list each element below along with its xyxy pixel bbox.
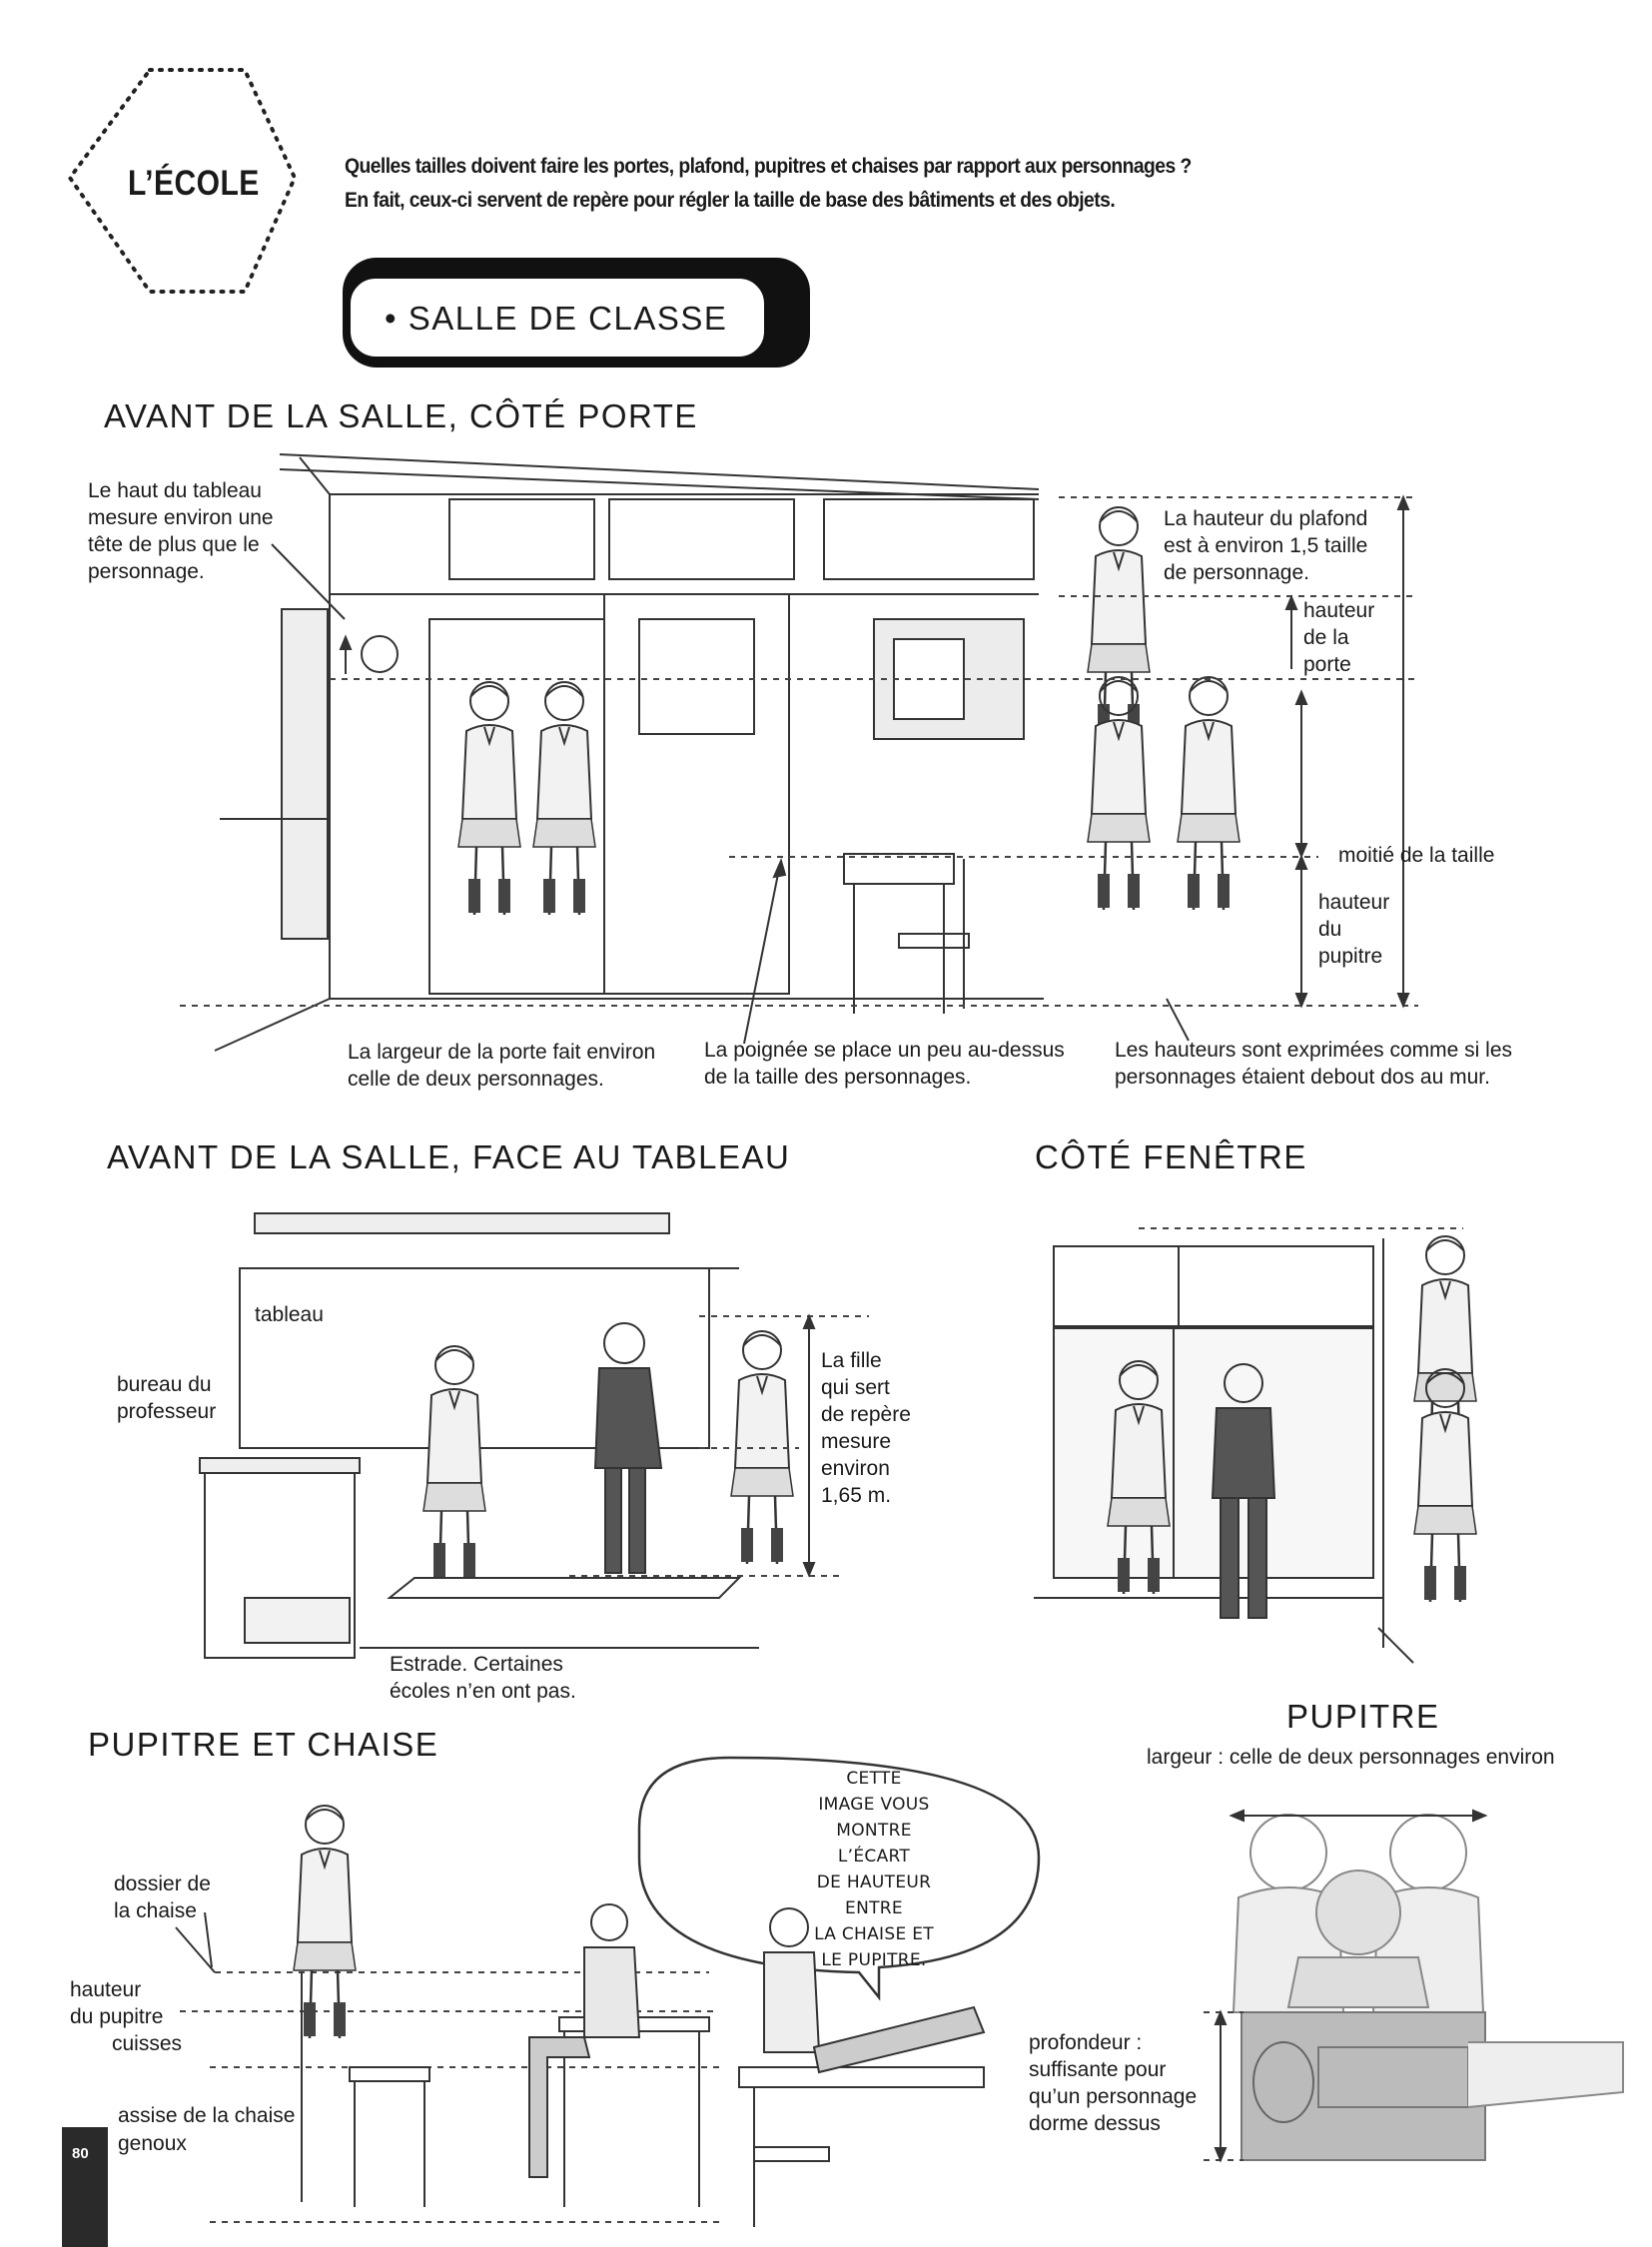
teacher-desk-label: bureau du professeur: [117, 1373, 217, 1423]
seat-label: assise de la chaise: [118, 2104, 296, 2127]
section-title-window-side: CÔTÉ FENÊTRE: [1035, 1138, 1307, 1175]
section-title-desk-chair: PUPITRE ET CHAISE: [88, 1726, 439, 1763]
desk-width-note: largeur : celle de deux personnages environ: [1147, 1746, 1555, 1769]
girl-figure: [458, 682, 520, 915]
platform-note: Estrade. Certaines écoles n’en ont pas.: [390, 1653, 576, 1703]
desk-height-label-2: hauteur du pupitre: [70, 1978, 164, 2028]
girl-figure: [533, 682, 595, 915]
page-number: 80: [72, 2145, 89, 2162]
desk-top-illustration: [1234, 1815, 1623, 2160]
teacher-figure: [595, 1323, 661, 1573]
head-icon: [362, 636, 398, 672]
intro-line-1: Quelles tailles doivent faire les portes, plafond, pupitres et chaises par rapport aux personnages ?: [345, 155, 1192, 178]
chapter-title: L’ÉCOLE: [128, 164, 260, 203]
girl-figure-ref: [1088, 677, 1150, 910]
girl-figure-ref: [1088, 507, 1150, 740]
seated-girl: [529, 1904, 639, 2177]
section-title-desk: PUPITRE: [1286, 1698, 1440, 1735]
reference-girl-note: La fille qui sert de repère mesure environ 1,65 m.: [821, 1349, 911, 1507]
door-width-note: La largeur de la porte fait environ celle de deux personnages.: [348, 1041, 656, 1091]
backrest-label: dossier de la chaise: [114, 1872, 211, 1922]
section-pill-label: • SALLE DE CLASSE: [385, 300, 728, 337]
desk-height-label: hauteur du pupitre: [1318, 891, 1390, 968]
door-side-illustration: [215, 454, 1044, 1051]
handle-note: La poignée se place un peu au-dessus de la taille des personnages.: [704, 1039, 1065, 1089]
intro-text: [345, 150, 1263, 218]
girl-figure-ref: [1414, 1369, 1476, 1602]
speech-bubble-text: CETTE IMAGE VOUS MONTRE L’ÉCART DE HAUTEUR ENTRE LA CHAISE ET LE PUPITRE.: [814, 1769, 934, 1970]
girl-figure-ref: [1178, 677, 1239, 910]
section-title-door-side: AVANT DE LA SALLE, CÔTÉ PORTE: [104, 397, 698, 434]
half-height-label: moitié de la taille: [1338, 844, 1495, 867]
section-title-board-front: AVANT DE LA SALLE, FACE AU TABLEAU: [107, 1138, 791, 1175]
desk-depth-note: profondeur : suffisante pour qu’un personnage dorme dessus: [1029, 2031, 1198, 2135]
heights-note: Les hauteurs sont exprimées comme si les personnages étaient debout dos au mur.: [1115, 1039, 1513, 1089]
thighs-label: cuisses: [112, 2032, 183, 2055]
knees-label: genoux: [118, 2132, 187, 2155]
door-height-label: hauteur de la porte: [1303, 599, 1375, 676]
girl-figure: [294, 1806, 356, 2038]
girl-figure: [423, 1346, 485, 1579]
ceiling-note: La hauteur du plafond est à environ 1,5 taille de personnage.: [1164, 507, 1368, 584]
intro-line-2: En fait, ceux-ci servent de repère pour régler la taille de base des bâtiments et des objets.: [345, 189, 1116, 212]
blackboard-label: tableau: [255, 1303, 324, 1326]
board-top-note: Le haut du tableau mesure environ une tête de plus que le personnage.: [88, 479, 274, 583]
